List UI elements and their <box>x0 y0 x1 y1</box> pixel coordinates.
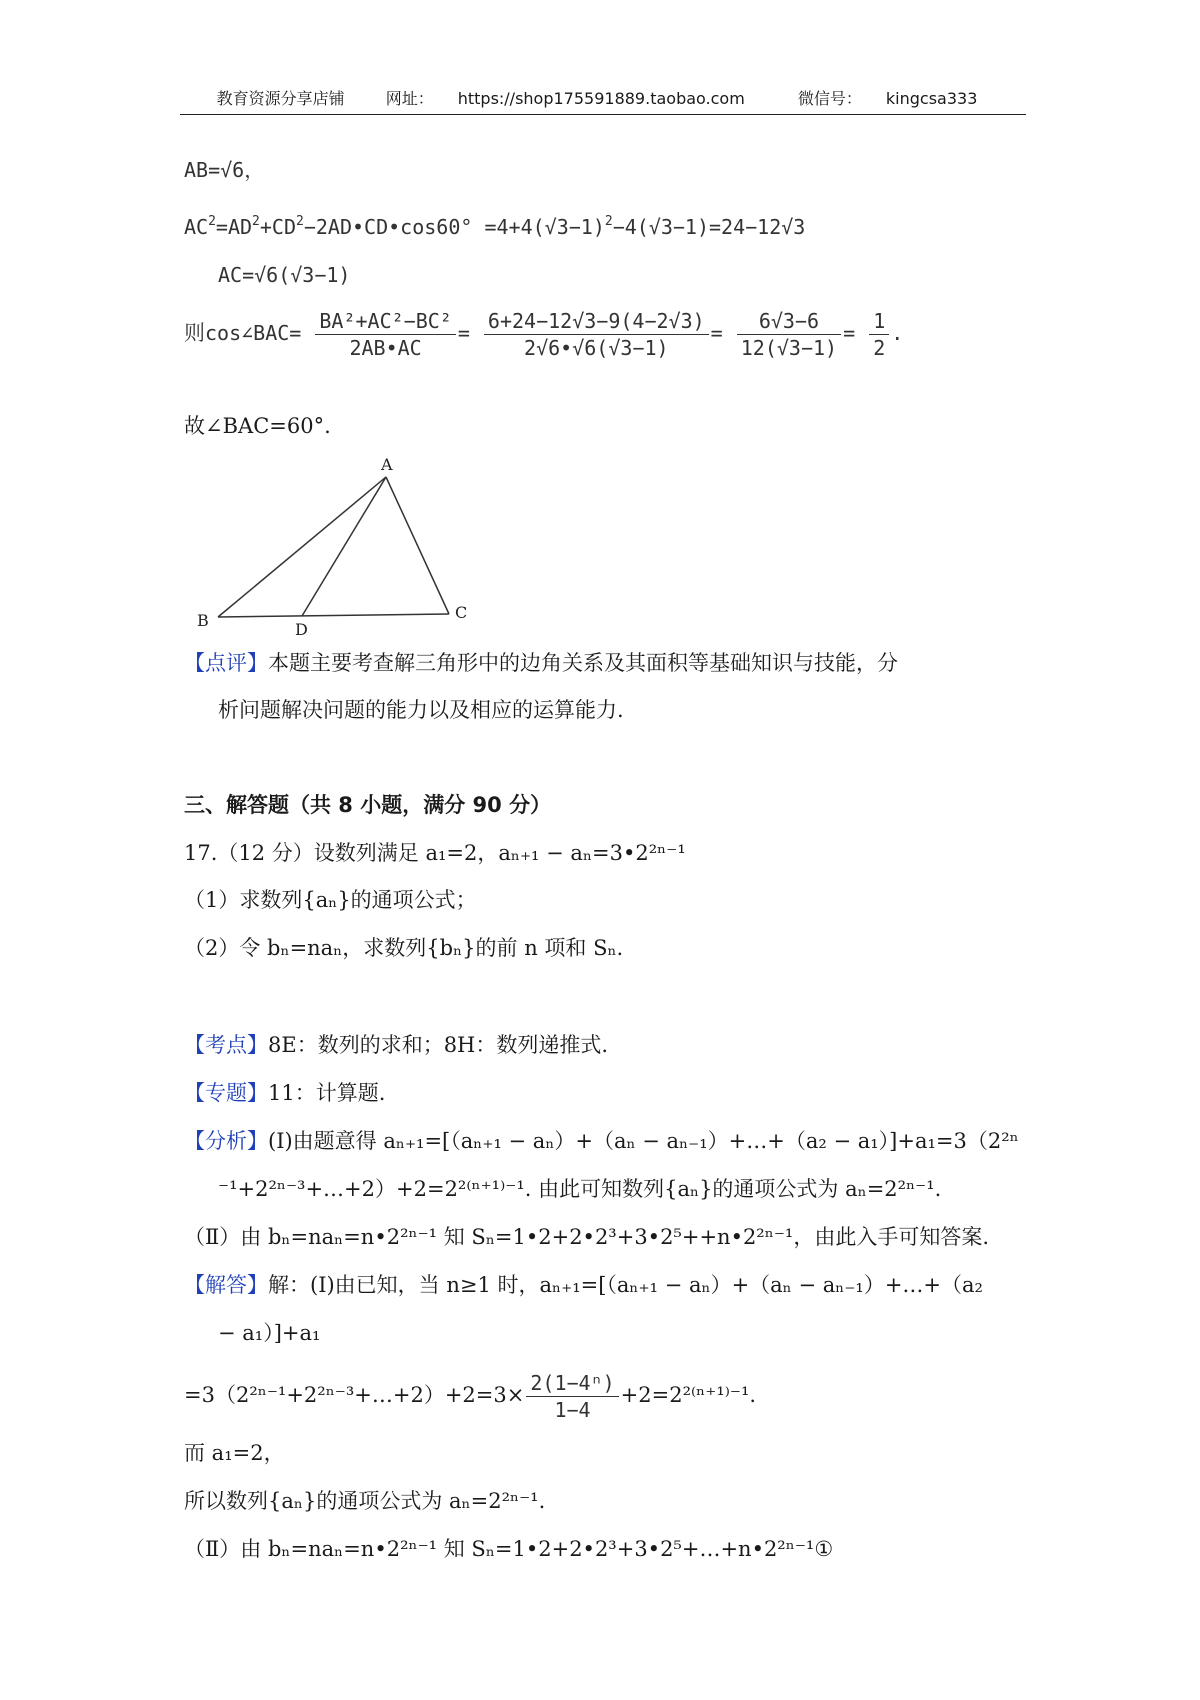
jieda-tag: 【解答】 <box>184 1273 268 1297</box>
fenxi-tag: 【分析】 <box>184 1129 268 1153</box>
jieda-line-3: =3（2²ⁿ⁻¹+2²ⁿ⁻³+…+2）+2=3× $\frac{\text{2(1−4ⁿ)}}{1-4}$ +2=2²⁽ⁿ⁺¹⁾⁻¹. <box>184 1371 757 1422</box>
problem-part-2: （2）令 bₙ=naₙ，求数列{bₙ}的前 n 项和 Sₙ. <box>184 936 624 960</box>
triangle-diagram <box>180 450 480 640</box>
ab-equation: AB=√6， <box>184 158 265 182</box>
side-ac <box>386 477 449 614</box>
ac-equation: AC=√6(√3−1) <box>218 263 351 287</box>
kaodian-line: 【考点】8E：数列的求和；8H：数列递推式. <box>184 1033 609 1057</box>
fraction-4: $\frac{1}{2}$ <box>869 308 889 361</box>
fraction-3: $\frac{6√3-6}{12(√3-1)}$ <box>737 308 841 361</box>
jieda-line-6: （Ⅱ）由 bₙ=naₙ=n•2²ⁿ⁻¹ 知 Sₙ=1•2+2•2³+3•2⁵+…+n•2²ⁿ⁻¹① <box>184 1537 834 1561</box>
section-title: 三、解答题（共 8 小题，满分 90 分） <box>184 793 552 817</box>
label-b: B <box>197 611 209 630</box>
jieda-line-1: 【解答】解：(Ⅰ)由已知，当 n≥1 时，aₙ₊₁=[（aₙ₊₁ − aₙ）+（aₙ − aₙ₋₁）+…+（a₂ <box>184 1273 983 1297</box>
side-bc <box>218 614 449 617</box>
comment-tag: 【点评】 <box>184 651 268 675</box>
label-a: A <box>381 455 393 474</box>
label-c: C <box>455 603 468 622</box>
conclusion: 故∠BAC=60°. <box>184 414 331 438</box>
zhuanti-line: 【专题】11：计算题. <box>184 1081 386 1105</box>
comment-line-2: 析问题解决问题的能力以及相应的运算能力. <box>218 698 624 722</box>
url-label: 网址： <box>385 89 434 108</box>
jieda-line-5: 所以数列{aₙ}的通项公式为 aₙ=2²ⁿ⁻¹. <box>184 1489 546 1513</box>
wechat-label: 微信号： <box>797 89 862 108</box>
zhuanti-tag: 【专题】 <box>184 1081 268 1105</box>
fraction-2: $\frac{6+24-12√3-9(4-2√3)}{2√6•√6(√3-1)}$ <box>484 308 709 361</box>
shop-url[interactable]: https://shop175591889.taobao.com <box>457 89 745 108</box>
jieda-line-2: − a₁）]+a₁ <box>218 1321 321 1345</box>
ac-squared-equation: $AC^2=AD^2+CD^2-2AD•CD•\cos 60^\circ =4+4(√3-1)^2-4(√3-1)=24-12√3$ <box>184 214 806 239</box>
jieda-line-4: 而 a₁=2， <box>184 1441 285 1465</box>
fenxi-line-3: （Ⅱ）由 bₙ=naₙ=n•2²ⁿ⁻¹ 知 Sₙ=1•2+2•2³+3•2⁵++n•2²ⁿ⁻¹，由此入手可知答案. <box>184 1225 989 1249</box>
problem-part-1: （1）求数列{aₙ}的通项公式； <box>184 888 477 912</box>
page-header <box>180 84 1026 115</box>
problem-stem: 17.（12 分）设数列满足 a₁=2，aₙ₊₁ − aₙ=3•2²ⁿ⁻¹ <box>184 841 686 865</box>
wechat-id: kingcsa333 <box>885 89 978 108</box>
shop-name: 教育资源分享店铺 <box>216 89 345 108</box>
fraction-1: $\frac{\text{BA²+AC²−BC²}}{2AB•AC}$ <box>315 308 455 361</box>
kaodian-tag: 【考点】 <box>184 1033 268 1057</box>
cos-bac-equation: 则cos∠BAC= $\frac{\text{BA²+AC²−BC²}}{2AB•AC}$ = $\frac{6+24-12√3-9(4-2√3)}{2√6•√6(√3-1)}$ = $\frac{6√3-6}{12(√3-1)}$ = $\frac{1}{2}$ . <box>184 309 904 360</box>
fenxi-line-1: 【分析】(Ⅰ)由题意得 aₙ₊₁=[（aₙ₊₁ − aₙ）+（aₙ − aₙ₋₁）+…+（a₂ − a₁）]+a₁=3（2²ⁿ <box>184 1129 1019 1153</box>
fenxi-line-2: ⁻¹+2²ⁿ⁻³+…+2）+2=2²⁽ⁿ⁺¹⁾⁻¹. 由此可知数列{aₙ}的通项公式为 aₙ=2²ⁿ⁻¹. <box>218 1177 942 1201</box>
label-d: D <box>295 620 308 639</box>
segment-ad <box>302 477 386 616</box>
comment-line-1: 【点评】本题主要考查解三角形中的边角关系及其面积等基础知识与技能，分 <box>184 651 898 675</box>
sum-fraction: $\frac{\text{2(1−4ⁿ)}}{1-4}$ <box>526 1370 618 1423</box>
side-ab <box>218 477 386 617</box>
